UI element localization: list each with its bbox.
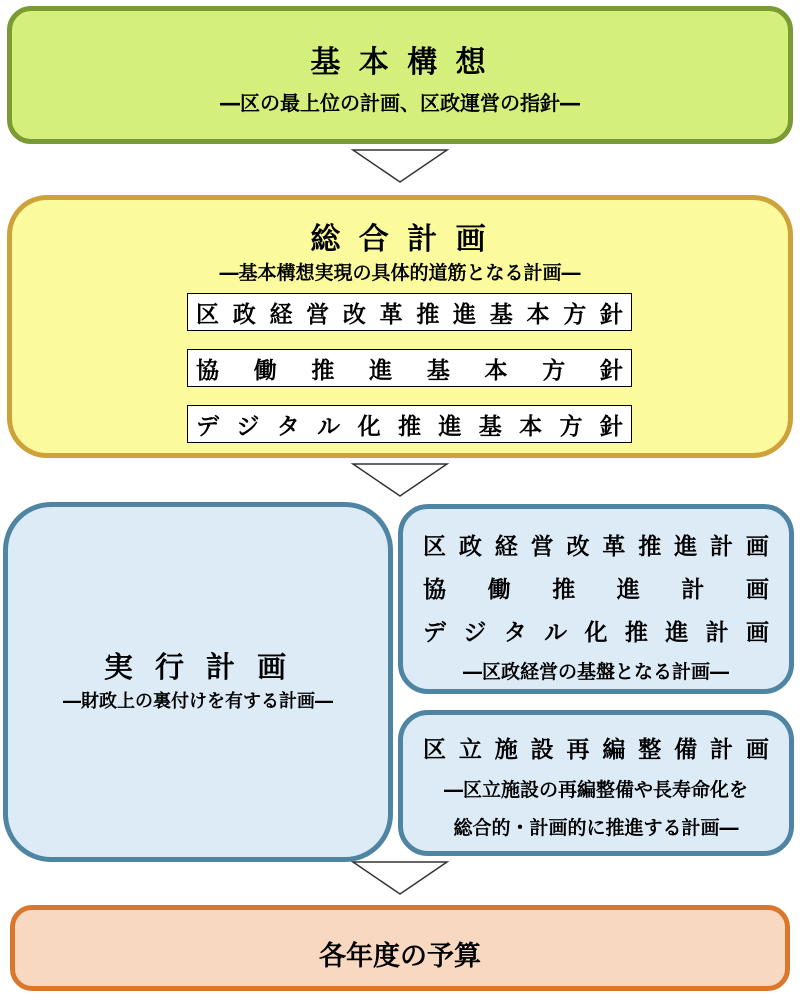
char: 化 <box>357 413 381 440</box>
char: 画 <box>746 619 769 646</box>
char: 革 <box>379 301 403 328</box>
char: 推 <box>416 301 440 328</box>
policy-digital <box>187 405 632 443</box>
char: 経 <box>269 301 293 328</box>
char: 計 <box>681 576 705 603</box>
char: 進 <box>665 619 689 646</box>
char: デ <box>423 619 446 646</box>
char: 区 <box>423 736 446 763</box>
down-arrow-icon <box>350 860 450 898</box>
char: 本 <box>484 357 508 384</box>
budget-box <box>10 905 790 991</box>
char: ル <box>317 413 341 440</box>
char: 推 <box>624 619 648 646</box>
char: 政 <box>458 533 482 560</box>
char: 推 <box>638 533 662 560</box>
char: 画 <box>745 576 769 603</box>
char: 営 <box>306 301 330 328</box>
char: 改 <box>566 533 590 560</box>
char: 推 <box>397 413 421 440</box>
char: 働 <box>487 576 511 603</box>
char: 働 <box>253 357 277 384</box>
char: 立 <box>458 736 482 763</box>
char: ジ <box>463 619 487 646</box>
char: 計 <box>710 736 733 763</box>
char: 本 <box>519 413 543 440</box>
sogo-keikaku-box <box>7 195 793 458</box>
char: 方 <box>559 413 583 440</box>
char: 基 <box>489 301 513 328</box>
down-arrow-icon <box>350 148 450 186</box>
jikko-keikaku-subtitle: ―財政上の裏付けを有する計画― <box>63 691 333 712</box>
sogo-keikaku-subtitle: ―基本構想実現の具体的道筋となる計画― <box>219 262 581 284</box>
char: 針 <box>599 413 623 440</box>
kihon-koso-box <box>7 6 793 144</box>
char: 画 <box>745 533 769 560</box>
char: 基 <box>426 357 450 384</box>
char: 編 <box>602 736 626 763</box>
char: 政 <box>232 301 256 328</box>
char: タ <box>276 413 300 440</box>
char: 改 <box>342 301 366 328</box>
char: 施 <box>494 736 518 763</box>
down-arrow-icon <box>350 462 450 500</box>
sub-plans-2-note-line1: ―区立施設の再編整備や長寿命化を <box>443 779 748 801</box>
sogo-keikaku-title: 総 合 計 画 <box>310 222 490 257</box>
char: タ <box>503 619 527 646</box>
char: 設 <box>530 736 554 763</box>
char: 革 <box>602 533 626 560</box>
policy-kusei-keiei <box>187 293 632 331</box>
plan-digital-suishin <box>423 614 769 646</box>
sub-plans-box-1 <box>398 504 794 694</box>
char: 進 <box>674 533 698 560</box>
char: 計 <box>705 619 729 646</box>
char: デ <box>196 413 219 440</box>
char: 計 <box>710 533 733 560</box>
policy-kyodo <box>187 349 632 387</box>
char: 区 <box>196 301 219 328</box>
char: 協 <box>423 576 446 603</box>
char: 針 <box>599 301 623 328</box>
jikko-keikaku-box <box>3 502 393 862</box>
char: 本 <box>526 301 550 328</box>
char: 方 <box>563 301 587 328</box>
char: 推 <box>552 576 576 603</box>
char: 営 <box>530 533 554 560</box>
char: 再 <box>566 736 590 763</box>
char: 進 <box>453 301 477 328</box>
char: 経 <box>494 533 518 560</box>
char: 区 <box>423 533 446 560</box>
plan-kyodo-suishin <box>423 571 769 603</box>
kihon-koso-title: 基 本 構 想 <box>310 45 490 80</box>
char: 進 <box>369 357 393 384</box>
sub-plans-1-note: ―区政経営の基盤となる計画― <box>462 661 729 683</box>
budget-title: 各年度の予算 <box>319 941 481 972</box>
char: 進 <box>438 413 462 440</box>
char: 進 <box>616 576 640 603</box>
plan-kuritsu-shisetsu <box>423 731 769 763</box>
jikko-keikaku-title: 実 行 計 画 <box>103 650 293 684</box>
char: ル <box>544 619 568 646</box>
plan-kusei-keiei-kaikaku <box>423 528 769 560</box>
char: 方 <box>542 357 566 384</box>
char: 整 <box>638 736 662 763</box>
char: 協 <box>196 357 219 384</box>
char: 基 <box>478 413 502 440</box>
char: 推 <box>311 357 335 384</box>
char: 画 <box>745 736 769 763</box>
char: 化 <box>584 619 608 646</box>
char: ジ <box>236 413 260 440</box>
kihon-koso-subtitle: ―区の最上位の計画、区政運営の指針― <box>220 91 580 115</box>
sub-plans-2-note-line2: 総合的・計画的に推進する計画― <box>453 817 739 839</box>
sub-plans-box-2 <box>398 710 794 856</box>
char: 備 <box>674 736 698 763</box>
char: 針 <box>599 357 623 384</box>
